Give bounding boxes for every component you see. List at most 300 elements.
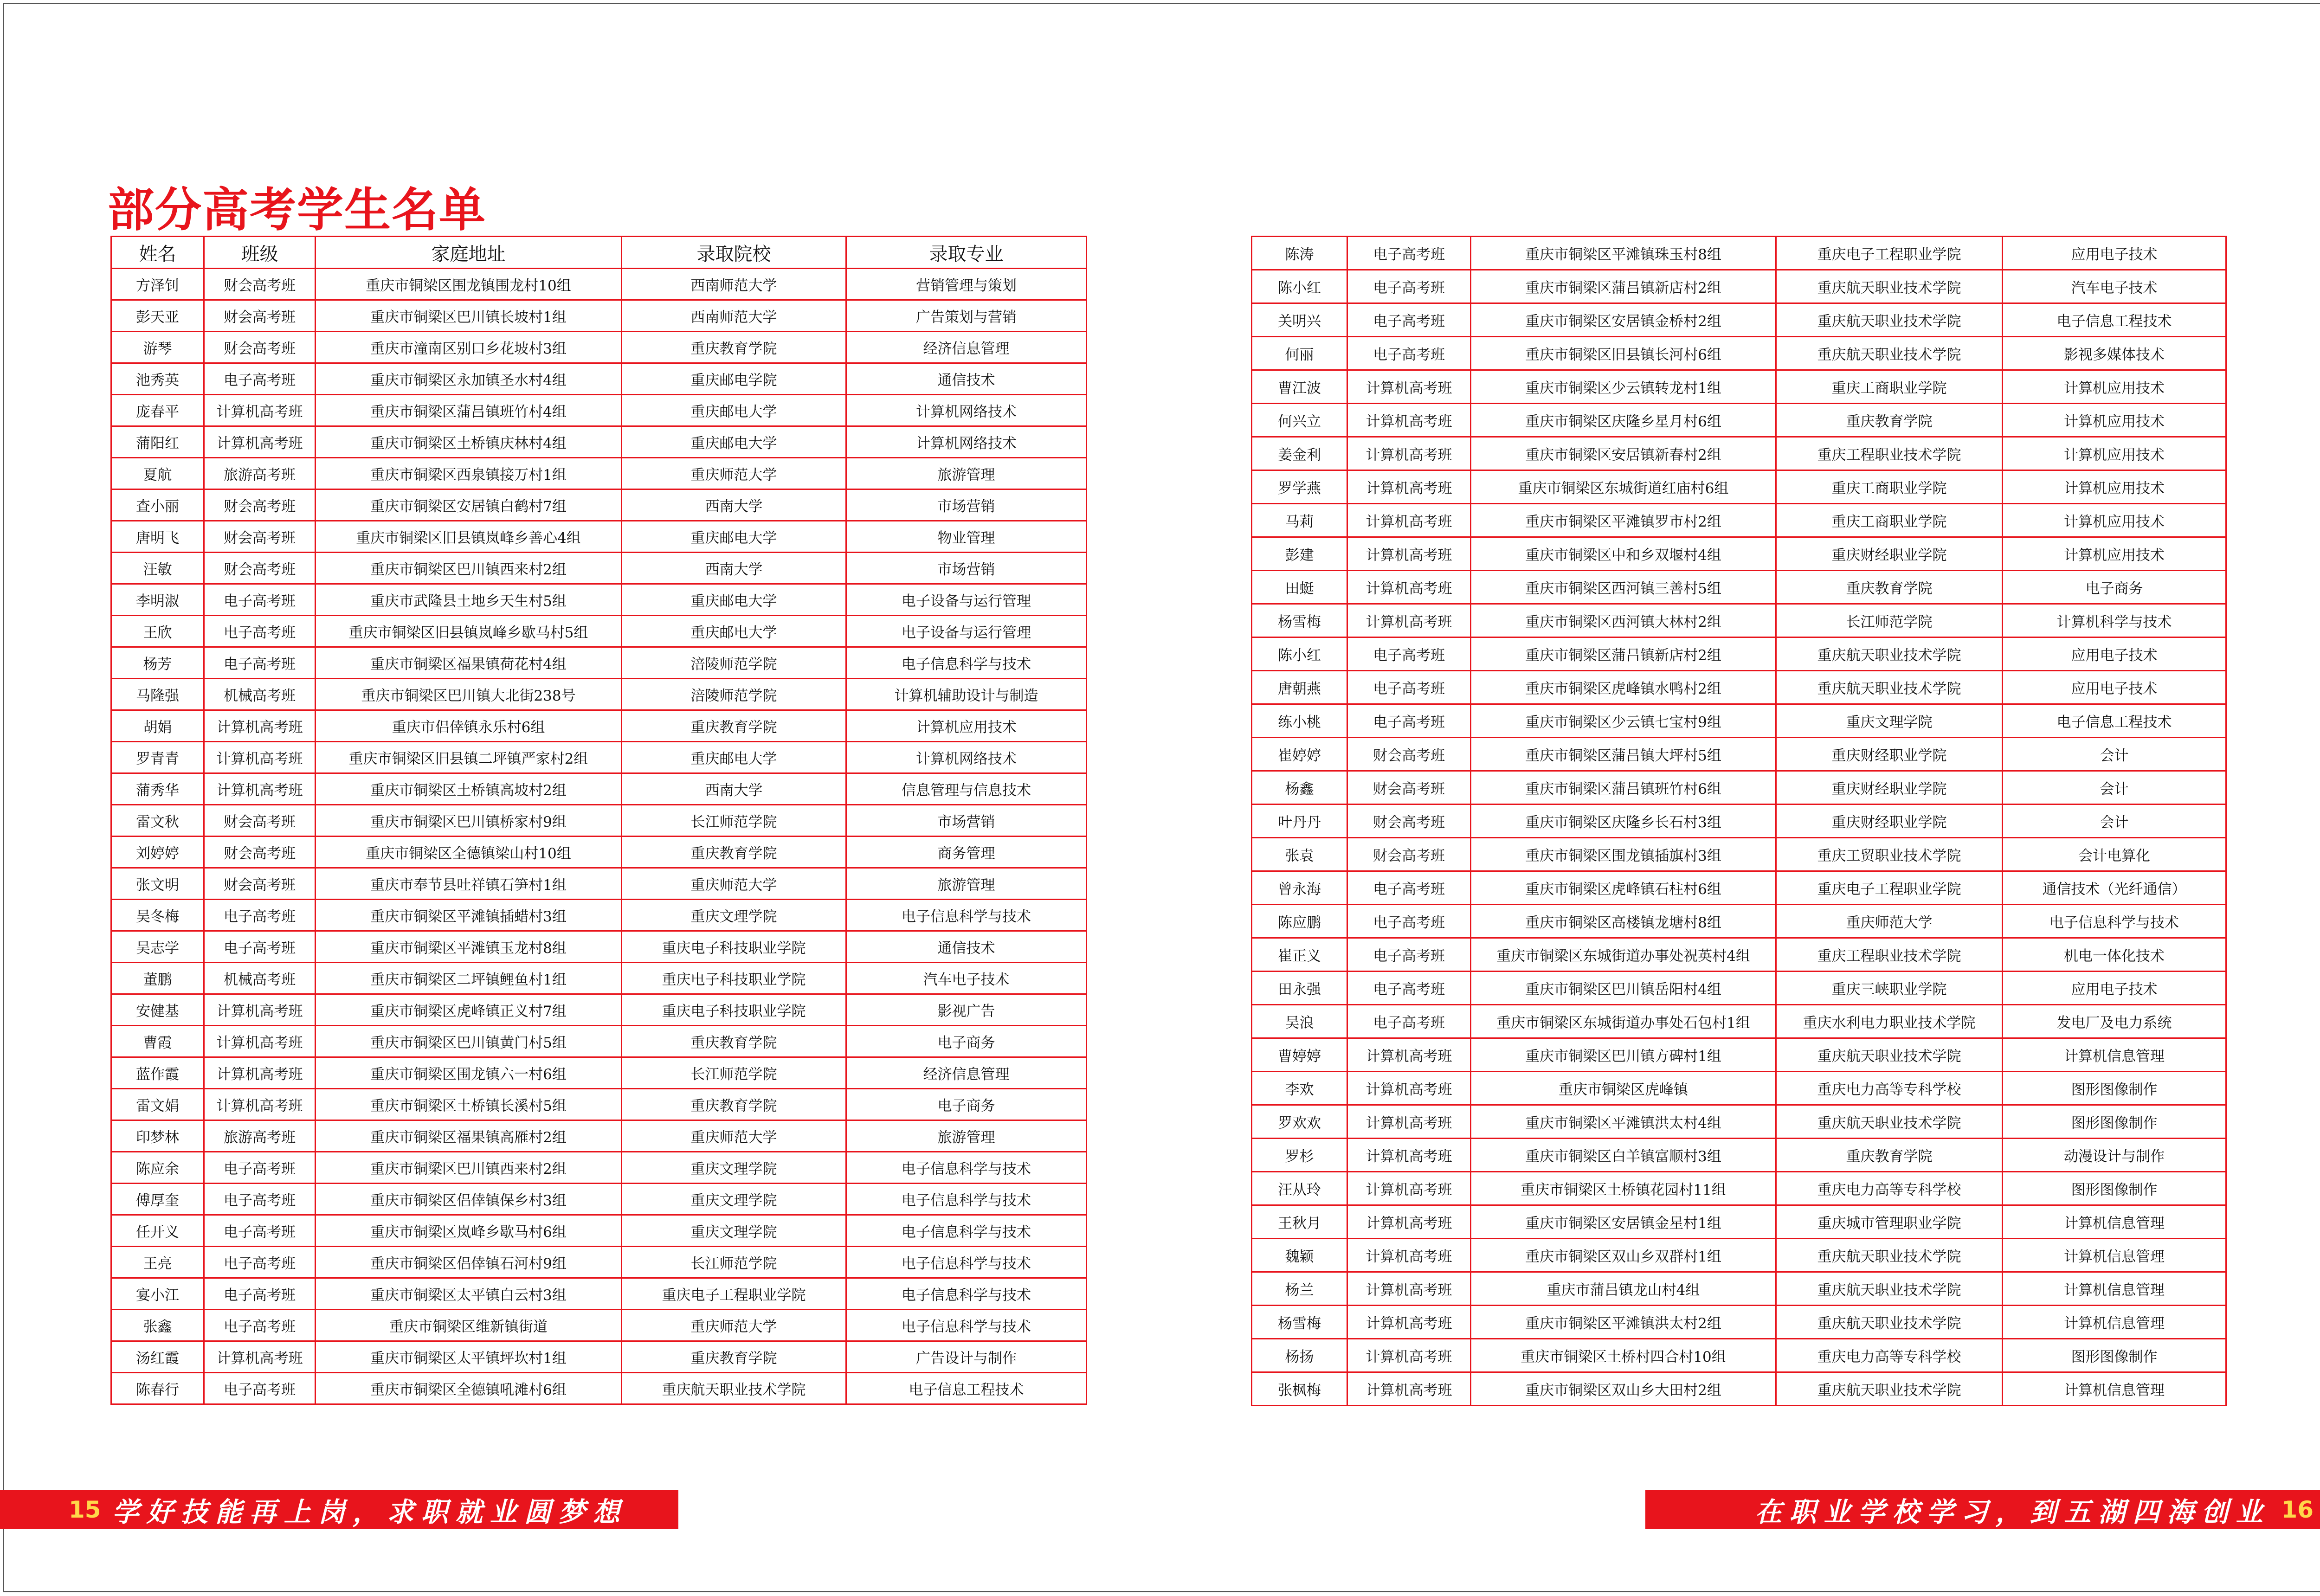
class-cell: 计算机高考班 <box>204 742 316 773</box>
college-cell: 重庆师范大学 <box>622 868 846 900</box>
name-cell: 田蜓 <box>1252 571 1347 604</box>
table-row <box>111 521 1087 553</box>
name-cell: 何丽 <box>1252 337 1347 370</box>
address-cell: 重庆市铜梁区土桥镇庆林村4组 <box>316 426 622 458</box>
major-cell: 计算机信息管理 <box>2003 1038 2226 1072</box>
class-cell: 电子高考班 <box>204 1278 316 1310</box>
student-table-left <box>110 236 1087 1405</box>
student-table-right <box>1251 236 2227 1406</box>
class-cell: 电子高考班 <box>1347 303 1471 337</box>
address-cell: 重庆市铜梁区太平镇坪坎村1组 <box>316 1341 622 1373</box>
major-cell: 计算机应用技术 <box>2003 404 2226 437</box>
table-row <box>1252 604 2226 637</box>
address-cell: 重庆市铜梁区蒲吕镇班竹村4组 <box>316 395 622 426</box>
class-cell: 财会高考班 <box>1347 804 1471 838</box>
college-cell: 重庆教育学院 <box>622 1341 846 1373</box>
major-cell: 经济信息管理 <box>846 332 1087 363</box>
address-cell: 重庆市铜梁区巴川镇西来村2组 <box>316 553 622 584</box>
class-cell: 计算机高考班 <box>1347 370 1471 404</box>
major-cell: 电子信息科学与技术 <box>846 1152 1087 1184</box>
name-cell: 练小桃 <box>1252 704 1347 738</box>
address-cell: 重庆市铜梁区旧县镇岚峰乡善心4组 <box>316 521 622 553</box>
page-number-left: 15 <box>69 1496 101 1523</box>
address-cell: 重庆市铜梁区虎峰镇石柱村6组 <box>1471 871 1776 905</box>
name-cell: 曹江波 <box>1252 370 1347 404</box>
address-cell: 重庆市铜梁区西泉镇接万村1组 <box>316 458 622 489</box>
class-cell: 计算机高考班 <box>1347 1339 1471 1372</box>
table-row <box>111 868 1087 900</box>
name-cell: 张袁 <box>1252 838 1347 871</box>
college-cell: 重庆文理学院 <box>622 900 846 931</box>
table-row <box>111 1089 1087 1120</box>
name-cell: 胡娟 <box>111 710 204 742</box>
college-cell: 重庆电子科技职业学院 <box>622 931 846 963</box>
college-cell: 重庆工商职业学院 <box>1776 470 2003 504</box>
major-cell: 通信技术 <box>846 363 1087 395</box>
major-cell: 电子商务 <box>846 1089 1087 1120</box>
table-row <box>1252 504 2226 537</box>
name-cell: 吴冬梅 <box>111 900 204 931</box>
college-cell: 重庆文理学院 <box>622 1152 846 1184</box>
class-cell: 财会高考班 <box>1347 738 1471 771</box>
college-cell: 重庆电子工程职业学院 <box>622 1278 846 1310</box>
class-cell: 电子高考班 <box>204 616 316 647</box>
college-cell: 重庆工程职业技术学院 <box>1776 938 2003 972</box>
name-cell: 何兴立 <box>1252 404 1347 437</box>
class-cell: 电子高考班 <box>204 584 316 616</box>
class-cell: 旅游高考班 <box>204 1120 316 1152</box>
college-cell: 重庆工商职业学院 <box>1776 370 2003 404</box>
address-cell: 重庆市铜梁区庆隆乡星月村6组 <box>1471 404 1776 437</box>
college-cell: 重庆工程职业技术学院 <box>1776 437 2003 470</box>
major-cell: 计算机应用技术 <box>2003 504 2226 537</box>
table-row <box>111 1215 1087 1247</box>
address-cell: 重庆市铜梁区中和乡双堰村4组 <box>1471 537 1776 571</box>
table-row <box>111 395 1087 426</box>
class-cell: 财会高考班 <box>204 553 316 584</box>
address-cell: 重庆市铜梁区全德镇吼滩村6组 <box>316 1373 622 1404</box>
table-row <box>111 363 1087 395</box>
address-cell: 重庆市铜梁区平滩镇罗市村2组 <box>1471 504 1776 537</box>
class-cell: 财会高考班 <box>204 805 316 837</box>
college-cell: 重庆邮电大学 <box>622 395 846 426</box>
class-cell: 计算机高考班 <box>1347 571 1471 604</box>
class-cell: 计算机高考班 <box>1347 1372 1471 1406</box>
major-cell: 机电一体化技术 <box>2003 938 2226 972</box>
table-row <box>1252 905 2226 938</box>
name-cell: 夏航 <box>111 458 204 489</box>
major-cell: 计算机应用技术 <box>2003 470 2226 504</box>
college-cell: 重庆航天职业技术学院 <box>1776 270 2003 303</box>
college-cell: 重庆电子科技职业学院 <box>622 963 846 994</box>
college-cell: 涪陵师范学院 <box>622 679 846 710</box>
table-row <box>1252 404 2226 437</box>
class-cell: 电子高考班 <box>204 363 316 395</box>
slogan-right: 在职业学校学习，到五湖四海创业 <box>1755 1496 2270 1528</box>
college-cell: 重庆电子科技职业学院 <box>622 994 846 1026</box>
name-cell: 杨芳 <box>111 647 204 679</box>
major-cell: 会计电算化 <box>2003 838 2226 871</box>
class-cell: 财会高考班 <box>204 269 316 300</box>
major-cell: 计算机应用技术 <box>2003 537 2226 571</box>
address-cell: 重庆市铜梁区岚峰乡歇马村6组 <box>316 1215 622 1247</box>
class-cell: 计算机高考班 <box>1347 1172 1471 1205</box>
address-cell: 重庆市铜梁区福果镇荷花村4组 <box>316 647 622 679</box>
major-cell: 市场营销 <box>846 489 1087 521</box>
table-row <box>111 1184 1087 1215</box>
college-cell: 重庆航天职业技术学院 <box>1776 303 2003 337</box>
address-cell: 重庆市铜梁区土桥村四合村10组 <box>1471 1339 1776 1372</box>
table-row <box>111 553 1087 584</box>
major-cell: 电子信息科学与技术 <box>846 900 1087 931</box>
address-cell: 重庆市铜梁区侣倖镇保乡村3组 <box>316 1184 622 1215</box>
name-cell: 彭天亚 <box>111 300 204 332</box>
major-cell: 计算机网络技术 <box>846 426 1087 458</box>
class-cell: 电子高考班 <box>1347 704 1471 738</box>
class-cell: 财会高考班 <box>204 300 316 332</box>
college-cell: 重庆航天职业技术学院 <box>1776 671 2003 704</box>
footer-banner-right <box>1645 1490 2320 1529</box>
table-row <box>1252 1239 2226 1272</box>
name-cell: 曾永海 <box>1252 871 1347 905</box>
college-cell: 重庆财经职业学院 <box>1776 804 2003 838</box>
major-cell: 图形图像制作 <box>2003 1339 2226 1372</box>
major-cell: 电子信息工程技术 <box>2003 704 2226 738</box>
name-cell: 汪敏 <box>111 553 204 584</box>
name-cell: 雷文娟 <box>111 1089 204 1120</box>
address-cell: 重庆市铜梁区旧县镇长河村6组 <box>1471 337 1776 370</box>
college-cell: 重庆邮电大学 <box>622 521 846 553</box>
table-row <box>1252 738 2226 771</box>
name-cell: 陈应余 <box>111 1152 204 1184</box>
table-row <box>1252 704 2226 738</box>
table-header-row <box>111 237 1087 269</box>
name-cell: 王秋月 <box>1252 1205 1347 1239</box>
table-row <box>1252 1139 2226 1172</box>
address-cell: 重庆市铜梁区平滩镇洪太村2组 <box>1471 1306 1776 1339</box>
major-cell: 电子信息科学与技术 <box>846 1215 1087 1247</box>
name-cell: 魏颖 <box>1252 1239 1347 1272</box>
class-cell: 计算机高考班 <box>204 994 316 1026</box>
name-cell: 张枫梅 <box>1252 1372 1347 1406</box>
table-row <box>111 1278 1087 1310</box>
name-cell: 叶丹丹 <box>1252 804 1347 838</box>
address-cell: 重庆市铜梁区蒲吕镇班竹村6组 <box>1471 771 1776 804</box>
address-cell: 重庆市铜梁区福果镇高雁村2组 <box>316 1120 622 1152</box>
table-row <box>1252 237 2226 270</box>
address-cell: 重庆市铜梁区蒲吕镇新店村2组 <box>1471 637 1776 671</box>
table-row <box>111 710 1087 742</box>
major-cell: 信息管理与信息技术 <box>846 773 1087 805</box>
name-cell: 傅厚奎 <box>111 1184 204 1215</box>
name-cell: 蓝作霞 <box>111 1057 204 1089</box>
major-cell: 应用电子技术 <box>2003 237 2226 270</box>
table-row <box>1252 270 2226 303</box>
class-cell: 财会高考班 <box>204 332 316 363</box>
address-cell: 重庆市铜梁区侣倖镇石河村9组 <box>316 1247 622 1278</box>
table-row <box>1252 1339 2226 1372</box>
college-cell: 长江师范学院 <box>1776 604 2003 637</box>
address-cell: 重庆市铜梁区蒲吕镇大坪村5组 <box>1471 738 1776 771</box>
college-cell: 重庆教育学院 <box>622 837 846 868</box>
major-cell: 通信技术（光纤通信） <box>2003 871 2226 905</box>
address-cell: 重庆市铜梁区太平镇白云村3组 <box>316 1278 622 1310</box>
address-cell: 重庆市铜梁区旧县镇二坪镇严家村2组 <box>316 742 622 773</box>
table-row <box>111 900 1087 931</box>
college-cell: 重庆师范大学 <box>1776 905 2003 938</box>
class-cell: 计算机高考班 <box>1347 470 1471 504</box>
class-cell: 机械高考班 <box>204 679 316 710</box>
class-cell: 电子高考班 <box>204 1215 316 1247</box>
name-cell: 董鹏 <box>111 963 204 994</box>
major-cell: 应用电子技术 <box>2003 972 2226 1005</box>
address-cell: 重庆市铜梁区庆隆乡长石村3组 <box>1471 804 1776 838</box>
college-cell: 重庆文理学院 <box>622 1215 846 1247</box>
address-cell: 重庆市蒲吕镇龙山村4组 <box>1471 1272 1776 1306</box>
major-cell: 电子信息工程技术 <box>2003 303 2226 337</box>
name-cell: 池秀英 <box>111 363 204 395</box>
address-cell: 重庆市铜梁区土桥镇花园村11组 <box>1471 1172 1776 1205</box>
major-cell: 旅游管理 <box>846 1120 1087 1152</box>
class-cell: 计算机高考班 <box>204 773 316 805</box>
major-cell: 计算机科学与技术 <box>2003 604 2226 637</box>
class-cell: 电子高考班 <box>1347 671 1471 704</box>
class-cell: 电子高考班 <box>204 1184 316 1215</box>
table-row <box>1252 303 2226 337</box>
table-row <box>111 931 1087 963</box>
name-cell: 汪从玲 <box>1252 1172 1347 1205</box>
address-cell: 重庆市铜梁区永加镇圣水村4组 <box>316 363 622 395</box>
major-cell: 会计 <box>2003 738 2226 771</box>
class-cell: 计算机高考班 <box>204 395 316 426</box>
class-cell: 电子高考班 <box>204 931 316 963</box>
major-cell: 计算机应用技术 <box>2003 437 2226 470</box>
header-major: 录取专业 <box>846 237 1087 269</box>
college-cell: 重庆教育学院 <box>622 1026 846 1057</box>
major-cell: 应用电子技术 <box>2003 671 2226 704</box>
name-cell: 罗青青 <box>111 742 204 773</box>
major-cell: 电子信息科学与技术 <box>846 1247 1087 1278</box>
table-row <box>111 805 1087 837</box>
header-college: 录取院校 <box>622 237 846 269</box>
table-row <box>1252 537 2226 571</box>
major-cell: 计算机网络技术 <box>846 742 1087 773</box>
college-cell: 重庆邮电大学 <box>622 584 846 616</box>
name-cell: 刘婷婷 <box>111 837 204 868</box>
page-title: 部分高考学生名单 <box>108 183 486 237</box>
table-row <box>1252 1105 2226 1139</box>
address-cell: 重庆市铜梁区巴川镇方碑村1组 <box>1471 1038 1776 1072</box>
college-cell: 重庆航天职业技术学院 <box>1776 1038 2003 1072</box>
address-cell: 重庆市铜梁区巴川镇桥家村9组 <box>316 805 622 837</box>
table-row <box>111 269 1087 300</box>
major-cell: 计算机信息管理 <box>2003 1239 2226 1272</box>
college-cell: 重庆电力高等专科学校 <box>1776 1072 2003 1105</box>
page-number-right: 16 <box>2281 1496 2314 1523</box>
college-cell: 重庆师范大学 <box>622 1120 846 1152</box>
address-cell: 重庆市铜梁区围龙镇插旗村3组 <box>1471 838 1776 871</box>
table-row <box>1252 938 2226 972</box>
college-cell: 长江师范学院 <box>622 805 846 837</box>
major-cell: 营销管理与策划 <box>846 269 1087 300</box>
name-cell: 杨兰 <box>1252 1272 1347 1306</box>
class-cell: 计算机高考班 <box>1347 1239 1471 1272</box>
address-cell: 重庆市奉节县吐祥镇石笋村1组 <box>316 868 622 900</box>
college-cell: 西南大学 <box>622 773 846 805</box>
major-cell: 图形图像制作 <box>2003 1105 2226 1139</box>
table-row <box>111 679 1087 710</box>
address-cell: 重庆市铜梁区围龙镇六一村6组 <box>316 1057 622 1089</box>
name-cell: 张文明 <box>111 868 204 900</box>
name-cell: 杨鑫 <box>1252 771 1347 804</box>
major-cell: 电子信息科学与技术 <box>846 1310 1087 1341</box>
table-row <box>1252 838 2226 871</box>
address-cell: 重庆市铜梁区安居镇金星村1组 <box>1471 1205 1776 1239</box>
name-cell: 汤红霞 <box>111 1341 204 1373</box>
major-cell: 图形图像制作 <box>2003 1072 2226 1105</box>
class-cell: 电子高考班 <box>1347 270 1471 303</box>
slogan-left: 学好技能再上岗，求职就业圆梦想 <box>112 1496 627 1528</box>
class-cell: 财会高考班 <box>204 868 316 900</box>
name-cell: 印梦林 <box>111 1120 204 1152</box>
name-cell: 唐朝燕 <box>1252 671 1347 704</box>
class-cell: 电子高考班 <box>204 647 316 679</box>
address-cell: 重庆市铜梁区双山乡双群村1组 <box>1471 1239 1776 1272</box>
class-cell: 计算机高考班 <box>1347 404 1471 437</box>
class-cell: 电子高考班 <box>1347 871 1471 905</box>
address-cell: 重庆市铜梁区围龙镇围龙村10组 <box>316 269 622 300</box>
college-cell: 长江师范学院 <box>622 1247 846 1278</box>
name-cell: 王亮 <box>111 1247 204 1278</box>
name-cell: 吴志学 <box>111 931 204 963</box>
address-cell: 重庆市铜梁区虎峰镇正义村7组 <box>316 994 622 1026</box>
name-cell: 曹婷婷 <box>1252 1038 1347 1072</box>
address-cell: 重庆市铜梁区土桥镇长溪村5组 <box>316 1089 622 1120</box>
class-cell: 计算机高考班 <box>1347 1205 1471 1239</box>
class-cell: 电子高考班 <box>1347 938 1471 972</box>
class-cell: 财会高考班 <box>1347 838 1471 871</box>
major-cell: 电子商务 <box>2003 571 2226 604</box>
table-row <box>111 994 1087 1026</box>
table-row <box>1252 1205 2226 1239</box>
address-cell: 重庆市铜梁区平滩镇玉龙村8组 <box>316 931 622 963</box>
class-cell: 计算机高考班 <box>204 1026 316 1057</box>
class-cell: 电子高考班 <box>1347 337 1471 370</box>
address-cell: 重庆市铜梁区全德镇梁山村10组 <box>316 837 622 868</box>
address-cell: 重庆市铜梁区西河镇三善村5组 <box>1471 571 1776 604</box>
table-row <box>1252 470 2226 504</box>
address-cell: 重庆市铜梁区巴川镇黄门村5组 <box>316 1026 622 1057</box>
name-cell: 马莉 <box>1252 504 1347 537</box>
major-cell: 会计 <box>2003 771 2226 804</box>
header-name: 姓名 <box>111 237 204 269</box>
class-cell: 电子高考班 <box>204 1247 316 1278</box>
name-cell: 雷文秋 <box>111 805 204 837</box>
class-cell: 计算机高考班 <box>1347 1105 1471 1139</box>
major-cell: 市场营销 <box>846 805 1087 837</box>
name-cell: 游琴 <box>111 332 204 363</box>
address-cell: 重庆市铜梁区旧县镇岚峰乡歇马村5组 <box>316 616 622 647</box>
class-cell: 计算机高考班 <box>1347 1038 1471 1072</box>
college-cell: 重庆航天职业技术学院 <box>1776 1372 2003 1406</box>
footer-banner-left <box>0 1490 678 1529</box>
college-cell: 重庆邮电学院 <box>622 363 846 395</box>
name-cell: 陈春行 <box>111 1373 204 1404</box>
college-cell: 重庆电子工程职业学院 <box>1776 237 2003 270</box>
header-class: 班级 <box>204 237 316 269</box>
class-cell: 计算机高考班 <box>204 1341 316 1373</box>
name-cell: 方泽钊 <box>111 269 204 300</box>
college-cell: 重庆邮电大学 <box>622 616 846 647</box>
college-cell: 重庆航天职业技术学院 <box>1776 1306 2003 1339</box>
class-cell: 机械高考班 <box>204 963 316 994</box>
table-row <box>1252 637 2226 671</box>
address-cell: 重庆市铜梁区巴川镇西来村2组 <box>316 1152 622 1184</box>
name-cell: 蒲阳红 <box>111 426 204 458</box>
address-cell: 重庆市铜梁区高楼镇龙塘村8组 <box>1471 905 1776 938</box>
class-cell: 电子高考班 <box>204 1152 316 1184</box>
college-cell: 重庆文理学院 <box>1776 704 2003 738</box>
major-cell: 影视多媒体技术 <box>2003 337 2226 370</box>
college-cell: 重庆教育学院 <box>1776 1139 2003 1172</box>
name-cell: 罗学燕 <box>1252 470 1347 504</box>
table-row <box>111 647 1087 679</box>
address-cell: 重庆市铜梁区蒲吕镇新店村2组 <box>1471 270 1776 303</box>
table-row <box>111 963 1087 994</box>
major-cell: 计算机应用技术 <box>846 710 1087 742</box>
address-cell: 重庆市铜梁区巴川镇大北街238号 <box>316 679 622 710</box>
major-cell: 电子商务 <box>846 1026 1087 1057</box>
class-cell: 计算机高考班 <box>1347 504 1471 537</box>
class-cell: 计算机高考班 <box>1347 537 1471 571</box>
address-cell: 重庆市侣倖镇永乐村6组 <box>316 710 622 742</box>
class-cell: 电子高考班 <box>204 1373 316 1404</box>
class-cell: 计算机高考班 <box>204 710 316 742</box>
college-cell: 重庆教育学院 <box>622 332 846 363</box>
college-cell: 重庆财经职业学院 <box>1776 537 2003 571</box>
major-cell: 计算机辅助设计与制造 <box>846 679 1087 710</box>
address-cell: 重庆市铜梁区巴川镇岳阳村4组 <box>1471 972 1776 1005</box>
college-cell: 重庆邮电大学 <box>622 426 846 458</box>
name-cell: 罗欢欢 <box>1252 1105 1347 1139</box>
table-row <box>1252 571 2226 604</box>
table-row <box>1252 871 2226 905</box>
name-cell: 姜金利 <box>1252 437 1347 470</box>
address-cell: 重庆市铜梁区土桥镇高坡村2组 <box>316 773 622 805</box>
name-cell: 王欣 <box>111 616 204 647</box>
address-cell: 重庆市铜梁区白羊镇富顺村3组 <box>1471 1139 1776 1172</box>
college-cell: 重庆财经职业学院 <box>1776 738 2003 771</box>
name-cell: 罗杉 <box>1252 1139 1347 1172</box>
major-cell: 电子信息科学与技术 <box>846 1184 1087 1215</box>
table-row <box>1252 1272 2226 1306</box>
table-row <box>1252 370 2226 404</box>
address-cell: 重庆市铜梁区平滩镇洪太村4组 <box>1471 1105 1776 1139</box>
table-row <box>1252 337 2226 370</box>
table-row <box>111 584 1087 616</box>
table-row <box>1252 437 2226 470</box>
table-row <box>111 773 1087 805</box>
name-cell: 田永强 <box>1252 972 1347 1005</box>
class-cell: 旅游高考班 <box>204 458 316 489</box>
table-row <box>1252 1005 2226 1038</box>
major-cell: 计算机信息管理 <box>2003 1372 2226 1406</box>
name-cell: 安健基 <box>111 994 204 1026</box>
major-cell: 电子信息工程技术 <box>846 1373 1087 1404</box>
address-cell: 重庆市铜梁区少云镇转龙村1组 <box>1471 370 1776 404</box>
college-cell: 重庆教育学院 <box>1776 404 2003 437</box>
class-cell: 财会高考班 <box>204 489 316 521</box>
